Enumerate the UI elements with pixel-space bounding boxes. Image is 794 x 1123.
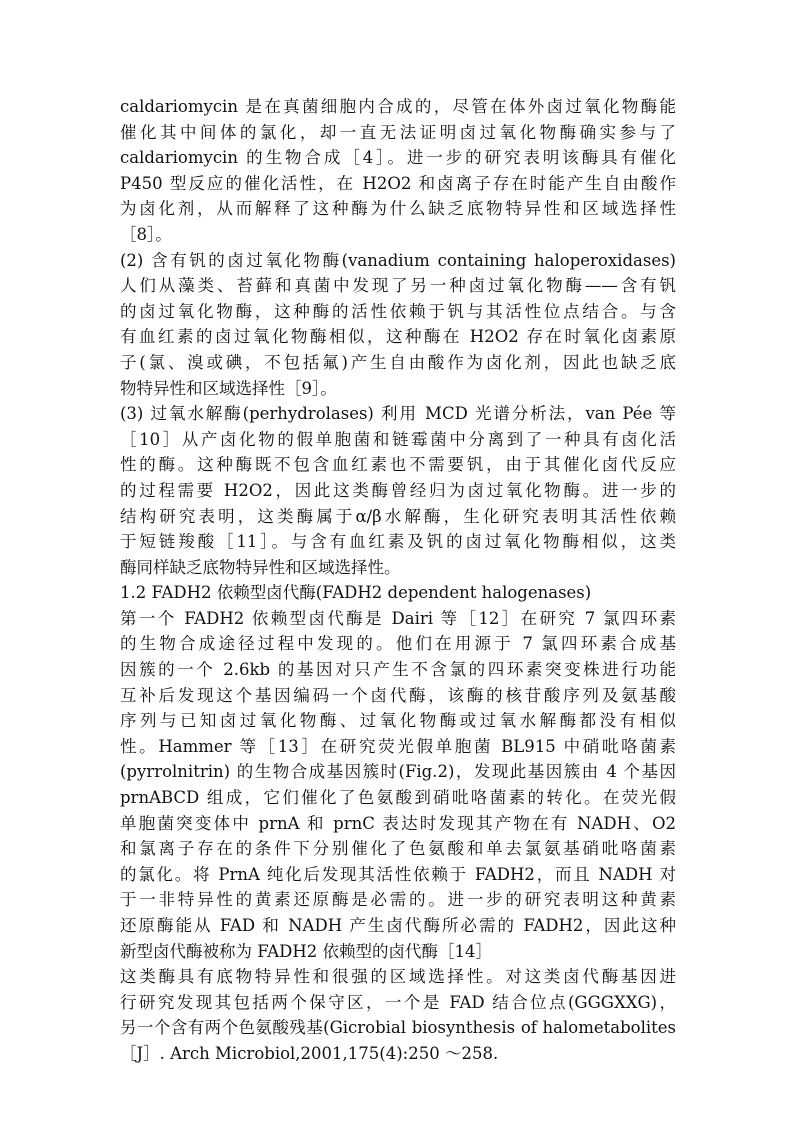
text-line: 物特异性和区域选择性［9］。 [120, 378, 337, 398]
text-line: 第一个 FADH2 依赖型卤代酶是 Dairi 等［12］在研究 7 氯四环素 [120, 608, 676, 628]
text-line: 还原酶能从 FAD 和 NADH 产生卤代酶所必需的 FADH2，因此这种 [120, 916, 676, 935]
text-line: 行研究发现其包括两个保守区，一个是 FAD 结合位点(GGGXXG)， [120, 992, 676, 1012]
text-line: 的氯化。将 PrnA 纯化后发现其活性依赖于 FADH2，而且 NADH 对 [120, 864, 676, 884]
text-line: P450 型反应的催化活性，在 H2O2 和卤离子存在时能产生自由酸作 [120, 173, 676, 193]
text-line: 的生物合成途径过程中发现的。他们在用源于 7 氯四环素合成基 [120, 634, 676, 654]
text-line: 酶同样缺乏底物特异性和区域选择性。 [120, 557, 401, 577]
text-line: ［10］从产卤化物的假单胞菌和链霉菌中分离到了一种具有卤化活 [120, 429, 676, 449]
text-line: caldariomycin 是在真菌细胞内合成的，尽管在体外卤过氧化物酶能 [120, 97, 676, 116]
text-line: ［J］. Arch Microbiol,2001,175(4):250 ～258. [120, 1043, 499, 1063]
text-line: 单胞菌突变体中 prnA 和 prnC 表达时发现其产物在有 NADH、O2 [120, 813, 676, 833]
text-line: 为卤化剂，从而解释了这种酶为什么缺乏底物特异性和区域选择性 [120, 199, 676, 219]
text-line: 结构研究表明，这类酶属于α/β水解酶，生化研究表明其活性依赖 [120, 506, 676, 526]
text-line: 的过程需要 H2O2，因此这类酶曾经归为卤过氧化物酶。进一步的 [120, 480, 676, 500]
text-line: caldariomycin 的生物合成［4］。进一步的研究表明该酶具有催化 [120, 148, 676, 168]
text-line: 的卤过氧化物酶，这种酶的活性依赖于钒与其活性位点结合。与含 [120, 301, 676, 321]
text-line: 于一非特异性的黄素还原酶是必需的。进一步的研究表明这种黄素 [120, 890, 676, 910]
text-line: 序列与已知卤过氧化物酶、过氧化物酶或过氧水解酶都没有相似 [120, 711, 676, 731]
text-line: 于短链羧酸［11］。与含有血红素及钒的卤过氧化物酶相似，这类 [120, 532, 676, 552]
text-line: 有血红素的卤过氧化物酶相似，这种酶在 H2O2 存在时氧化卤素原 [120, 327, 676, 347]
text-line: (pyrrolnitrin) 的生物合成基因簇时(Fig.2)，发现此基因簇由 4 个基因 [120, 762, 676, 782]
text-line: 人们从藻类、苔藓和真菌中发现了另一种卤过氧化物酶——含有钒 [120, 276, 676, 296]
text-line: 催化其中间体的氯化，却一直无法证明卤过氧化物酶确实参与了 [120, 122, 676, 142]
text-line: 这类酶具有底物特异性和很强的区域选择性。对这类卤代酶基因进 [120, 967, 676, 987]
section-heading: (2) 含有钒的卤过氧化物酶(vanadium containing haloperoxidases) [120, 250, 676, 270]
text-line: 互补后发现这个基因编码一个卤代酶，该酶的核苷酸序列及氨基酸 [120, 685, 676, 705]
text-line: 子(氯、溴或碘，不包括氟)产生自由酸作为卤化剂，因此也缺乏底 [120, 352, 676, 372]
body-text [120, 94, 676, 1067]
text-line: 另一个含有两个色氨酸残基(Gicrobial biosynthesis of halometabolites [120, 1018, 676, 1038]
text-line: 新型卤代酶被称为 FADH2 依赖型的卤代酶［14］ [120, 941, 493, 961]
section-heading: (3) 过氧水解酶(perhydrolases) 利用 MCD 光谱分析法，van Pée 等 [120, 404, 676, 424]
text-line: 和氯离子存在的条件下分别催化了色氨酸和单去氯氨基硝吡咯菌素 [120, 839, 676, 859]
section-heading: 1.2 FADH2 依赖型卤代酶(FADH2 dependent halogenases) [120, 583, 592, 603]
text-line: 性。Hammer 等［13］在研究荧光假单胞菌 BL915 中硝吡咯菌素 [120, 736, 676, 756]
text-line: ［8］。 [120, 224, 172, 244]
text-line: prnABCD 组成，它们催化了色氨酸到硝吡咯菌素的转化。在荧光假 [120, 788, 676, 808]
text-line: 因簇的一个 2.6kb 的基因对只产生不含氯的四环素突变株进行功能 [120, 660, 676, 680]
text-line: 性的酶。这种酶既不包含血红素也不需要钒，由于其催化卤代反应 [120, 455, 676, 475]
